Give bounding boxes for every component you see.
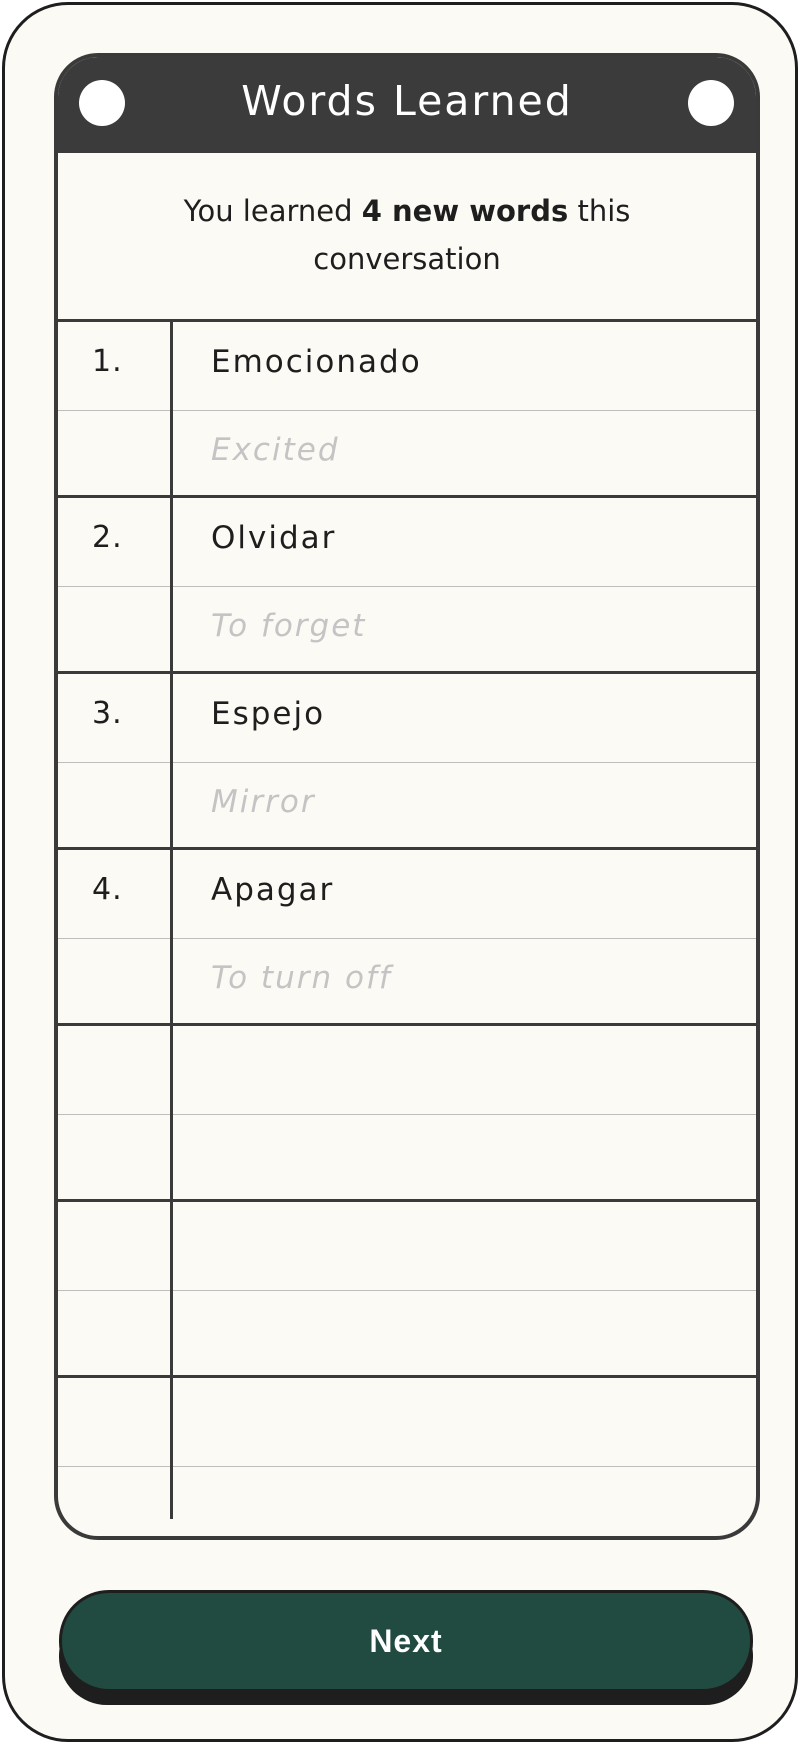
word-number: 1. <box>92 344 123 379</box>
word-row <box>58 495 756 671</box>
summary-suffix: this conversation <box>313 194 631 276</box>
word-row <box>58 847 756 1023</box>
summary-prefix: You learned <box>183 194 362 228</box>
word-spanish: Apagar <box>211 872 335 908</box>
word-number: 3. <box>92 696 123 731</box>
empty-word-row <box>58 1023 756 1199</box>
empty-word-row <box>58 1375 756 1540</box>
word-row-bottom <box>58 1290 756 1378</box>
word-row <box>58 319 756 495</box>
margin-line <box>170 319 173 1519</box>
word-row <box>58 671 756 847</box>
word-spanish: Emocionado <box>211 344 422 380</box>
word-row-bottom <box>58 1114 756 1202</box>
card-title: Words Learned <box>241 77 573 125</box>
summary-highlight: 4 new words <box>361 194 569 228</box>
word-translation: To turn off <box>211 960 392 996</box>
word-row-top <box>58 322 756 411</box>
word-number: 4. <box>92 872 123 907</box>
word-translation: Excited <box>211 432 340 468</box>
word-number: 2. <box>92 520 123 555</box>
word-row-bottom <box>58 1466 756 1540</box>
word-translation: To forget <box>211 608 367 644</box>
card-header <box>58 57 756 153</box>
word-row-bottom <box>58 586 756 674</box>
summary-text <box>98 187 716 283</box>
binder-hole-right <box>688 80 734 126</box>
next-button[interactable]: Next <box>59 1590 753 1692</box>
word-row-bottom <box>58 938 756 1026</box>
word-row-top <box>58 850 756 939</box>
words-learned-card <box>54 53 760 1540</box>
word-row-top <box>58 674 756 763</box>
word-row-top <box>58 1378 756 1467</box>
word-row-top <box>58 498 756 587</box>
empty-word-row <box>58 1199 756 1375</box>
word-spanish: Olvidar <box>211 520 337 556</box>
word-row-bottom <box>58 762 756 850</box>
word-row-top <box>58 1202 756 1291</box>
word-row-bottom <box>58 410 756 498</box>
word-spanish: Espejo <box>211 696 326 732</box>
word-translation: Mirror <box>211 784 316 820</box>
word-row-top <box>58 1026 756 1115</box>
word-list <box>58 319 756 1536</box>
phone-frame <box>2 2 798 1742</box>
